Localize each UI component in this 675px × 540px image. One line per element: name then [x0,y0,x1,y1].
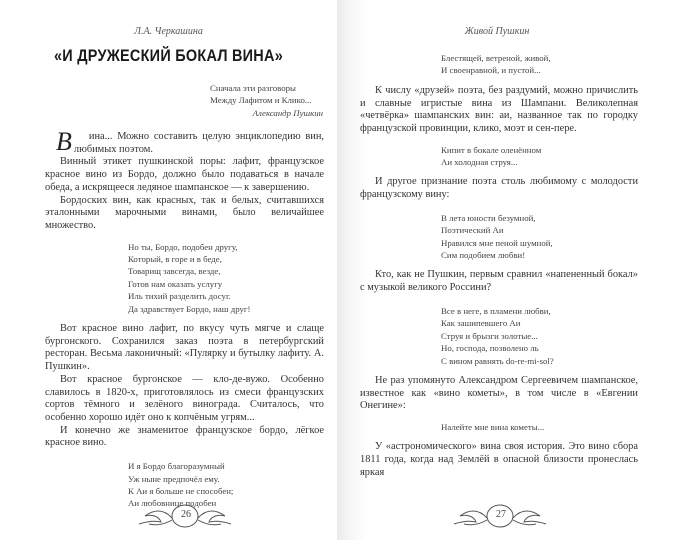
poem-line: Налейте мне вина кометы... [441,422,545,433]
poem-line: Поэтический Аи [441,225,504,236]
poem-line: Товарищ завсегда, везде, [128,266,221,277]
poem-stanza [128,241,324,315]
epigraph [210,82,323,119]
paragraph: Кто, как не Пушкин, первым сравнил «напененный бокал» с музыкой великого Россини? [360,269,638,294]
page-number: 26 [181,509,191,520]
poem-line: К Аи я больше не способен; [128,485,234,496]
epigraph-line: Сначала эти разговоры [210,83,296,93]
left-text-column [45,127,324,518]
poem-line: Как зашипевшего Аи [441,318,521,329]
drop-cap: В [56,127,72,156]
running-header-author: Л.А. Черкашина [134,26,203,37]
page-number-ornament [135,502,235,530]
poem-line: Все в неге, в пламени любви, [441,305,551,316]
paragraph: Не раз упомянуто Александром Сергеевичем шампанское, известное как «вино кометы», в том числе в «Евгении Онегине»: [360,374,638,412]
poem-stanza [441,305,638,367]
poem-line: Нравился мне пеной шумной, [441,237,553,248]
paragraph [45,127,324,156]
paragraph: У «астрономического» вина своя история. Это вино сбора 1811 года, когда над Землёй в опасной близости пронеслась яркая [360,441,638,478]
chapter-title: «И ДРУЖЕСКИЙ БОКАЛ ВИНА» [54,46,283,65]
left-page [0,0,337,540]
poem-line: Готов нам оказать услугу [128,278,223,289]
running-header-book: Живой Пушкин [464,26,530,37]
poem-line: Да здравствует Бордо, наш друг! [128,303,251,314]
poem-line: Кипит в бокале оленённом [441,144,542,155]
poem-stanza [441,52,638,77]
paragraph: Вот красное вино лафит, по вкусу чуть мягче и слаще бургонского. Сохранился заказ поэта в петербургский ресторан. Весьма лаконичный: «Пулярку и бутылку лафиту. А. Пушкин». [45,323,324,373]
poem-line: И я Бордо благоразумный [128,461,225,472]
poem-stanza [441,144,638,169]
poem-line: Но ты, Бордо, подобен другу, [128,241,238,252]
poem-line: И своенравной, и пустой... [441,65,541,76]
poem-line: Блестящей, ветреной, живой, [441,53,551,63]
right-page [337,0,675,540]
paragraph: Вот красное бургонское — кло-де-вужо. Особенно славилось в 1820-х, приготовлялось из смеси французских сортов тёмного и зелёного винограда. Считалось, что особенно хорошо идёт оно к копчёным угрям... [45,373,324,423]
paragraph-text: ина... Можно составить целую энциклопедию вин, любимых поэтом. [73,131,324,155]
paragraph: И другое признание поэта столь любимому с молодости французскому вину: [360,176,638,201]
poem-line: Который, в горе и в беде, [128,254,222,265]
paragraph: К числу «друзей» поэта, без раздумий, можно причислить и славные игристые вина из Шампани. Великолепная «четвёрка» шампанских вин: аи, названное так по городку французской провинции, клико, моэт и сен-пере. [360,84,638,134]
epigraph-author: Александр Пушкин [252,107,323,118]
paragraph: Бордоских вин, как красных, так и белых, считавшихся эталонными марочными винами, было величайшее множество. [45,194,324,231]
poem-stanza [441,212,638,262]
poem-line: В лета юности безумной, [441,212,536,223]
poem-stanza [441,421,638,433]
right-text-column [360,44,638,480]
poem-line: Аи холодная струя... [441,157,518,168]
paragraph: И конечно же знаменитое французское бордо, лёгкое красное вино. [45,424,324,449]
epigraph-line: Между Лафитом и Клико... [210,95,312,106]
poem-line: Струя и брызги золотые... [441,330,538,341]
paragraph: Винный этикет пушкинской поры: лафит, французское красное вино из Бордо, должно было подаваться в начале обеда, а искрящееся ледяное шампанское — к завершению. [45,156,324,193]
page-number-ornament [450,502,550,530]
poem-line: Аи любовнице подобен [128,498,217,509]
poem-line: С вином равнять do-re-mi-sol? [441,355,554,366]
page-number: 27 [496,509,506,520]
poem-line: Иль тихий разделить досуг. [128,291,231,302]
poem-line: Уж ныне предпочёл ему. [128,473,220,484]
poem-line: Сим подобием любви! [441,250,526,261]
poem-line: Но, господа, позволено ль [441,343,539,354]
